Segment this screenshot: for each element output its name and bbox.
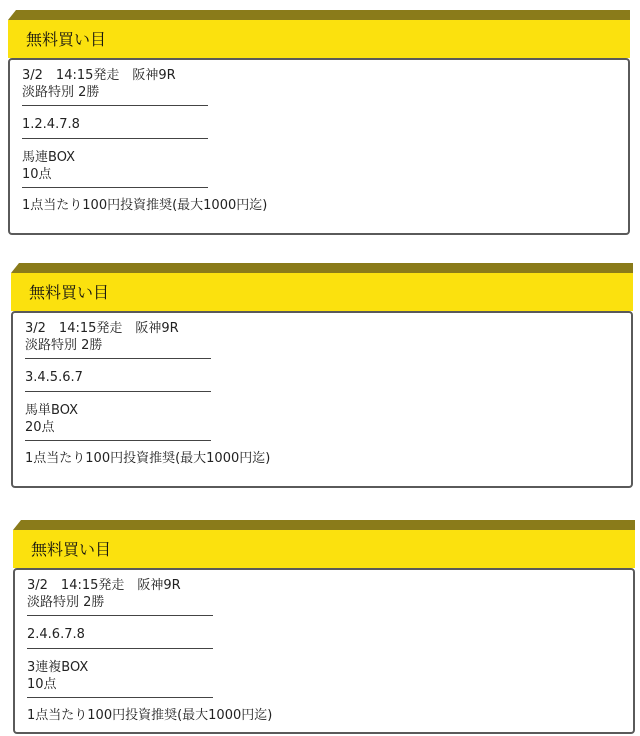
divider (27, 648, 213, 649)
card-title: 無料買い目 (29, 283, 110, 302)
bet-type: 馬連BOX (22, 150, 75, 165)
free-picks-card-1 (8, 10, 630, 235)
card-title: 無料買い目 (31, 540, 112, 559)
card-body (13, 568, 635, 734)
horse-numbers: 2.4.6.7.8 (27, 627, 85, 642)
race-info: 3/2 14:15発走 阪神9R (27, 578, 181, 593)
race-name: 淡路特別 2勝 (27, 595, 105, 610)
bet-type: 馬単BOX (25, 403, 78, 418)
card-header (11, 263, 633, 311)
bet-points: 20点 (25, 420, 55, 435)
free-picks-card-3 (13, 520, 635, 734)
race-info: 3/2 14:15発走 阪神9R (22, 68, 176, 83)
bet-recommendation: 1点当たり100円投資推奨(最大1000円迄) (25, 451, 271, 466)
bet-points: 10点 (22, 167, 52, 182)
divider (22, 138, 208, 139)
bet-recommendation: 1点当たり100円投資推奨(最大1000円迄) (22, 198, 268, 213)
race-name: 淡路特別 2勝 (22, 85, 100, 100)
card-body (8, 58, 630, 235)
card-header (8, 10, 630, 58)
horse-numbers: 3.4.5.6.7 (25, 370, 83, 385)
header-bevel (13, 520, 635, 530)
header-bevel (11, 263, 633, 273)
bet-recommendation: 1点当たり100円投資推奨(最大1000円迄) (27, 708, 273, 723)
bet-type: 3連複BOX (27, 660, 89, 675)
divider (27, 697, 213, 698)
divider (22, 187, 208, 188)
card-body (11, 311, 633, 488)
divider (25, 358, 211, 359)
race-info: 3/2 14:15発走 阪神9R (25, 321, 179, 336)
card-title: 無料買い目 (26, 30, 107, 49)
race-name: 淡路特別 2勝 (25, 338, 103, 353)
horse-numbers: 1.2.4.7.8 (22, 117, 80, 132)
bet-points: 10点 (27, 677, 57, 692)
divider (22, 105, 208, 106)
divider (25, 391, 211, 392)
free-picks-card-2 (11, 263, 633, 488)
card-header (13, 520, 635, 568)
divider (25, 440, 211, 441)
header-bevel (8, 10, 630, 20)
divider (27, 615, 213, 616)
